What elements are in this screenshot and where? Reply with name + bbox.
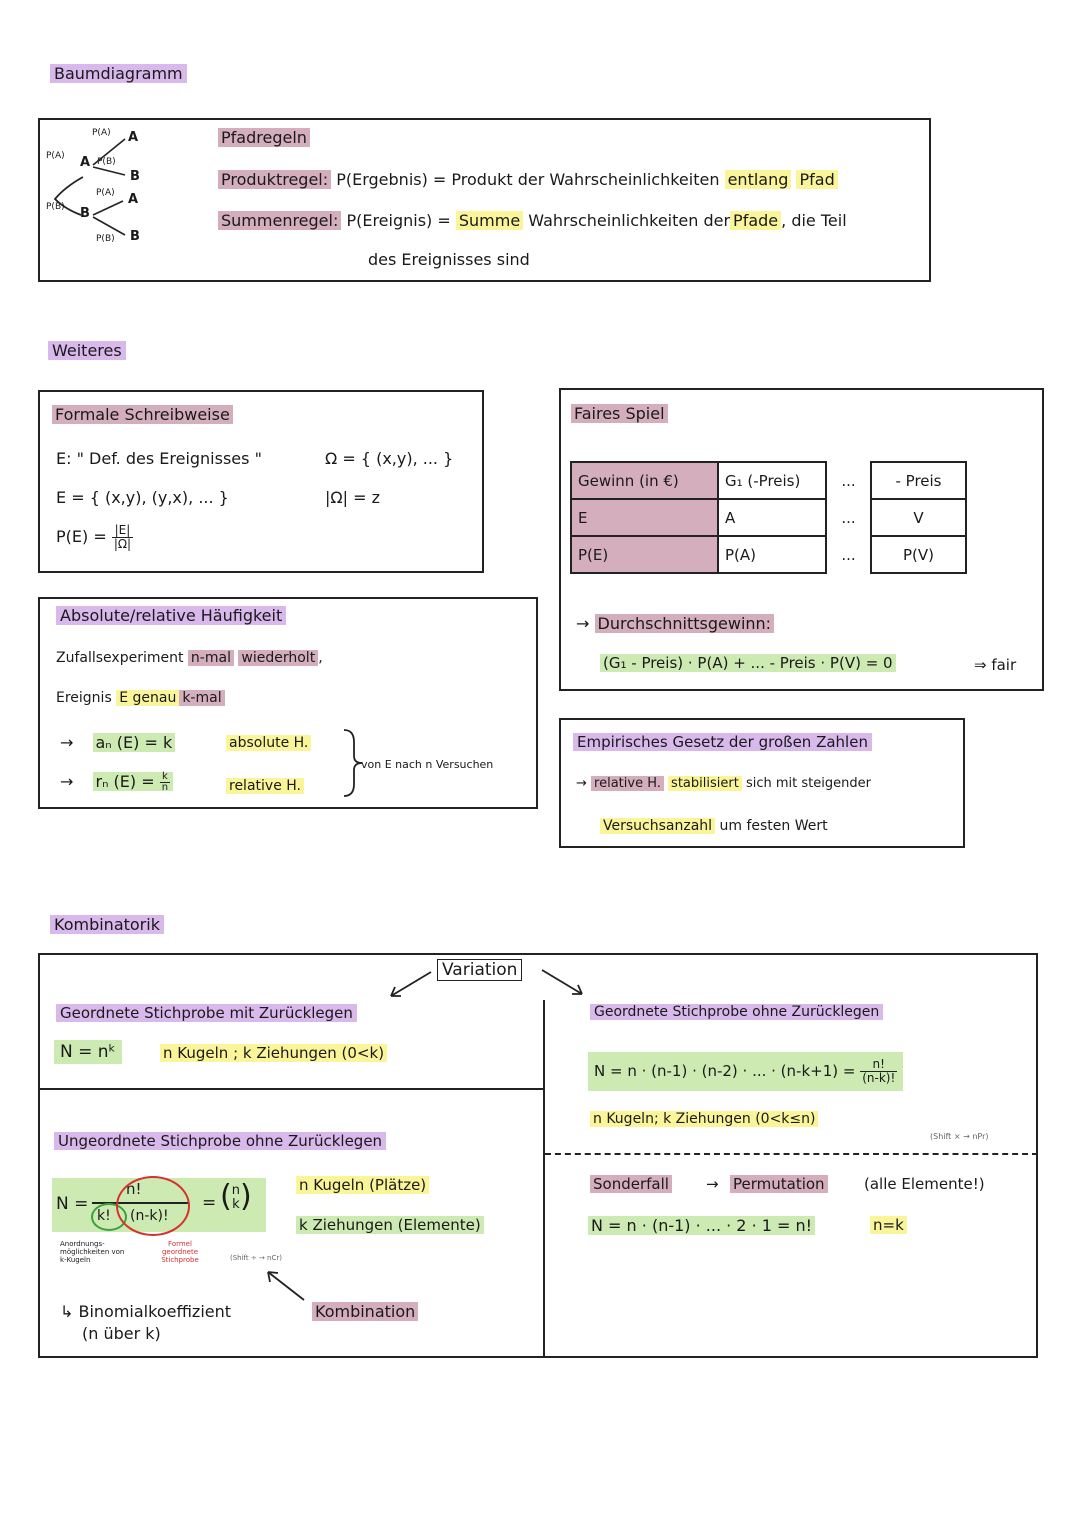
q3-note-red: Formel geordnete Stichprobe <box>161 1240 199 1264</box>
table-cell: Gewinn (in €) <box>571 462 718 499</box>
tree-node-b-b: B <box>130 229 140 244</box>
formale-line2: E = { (x,y), (y,x), ... } <box>56 488 229 507</box>
table-cell: P(E) <box>571 536 718 573</box>
table-row <box>571 462 966 499</box>
q3-shift-note: (Shift ÷ → nCr) <box>230 1254 282 1262</box>
formale-omega2: |Ω| = z <box>325 488 380 507</box>
q3-frac-den-b: (n-k)! <box>130 1208 169 1224</box>
q2-desc: n Kugeln; k Ziehungen (0<k≤n) <box>590 1111 818 1127</box>
produktregel-line: Produktregel: P(Ergebnis) = Produkt der Wahrscheinlichkeiten entlang Pfad <box>218 170 838 189</box>
q3-ziehungen: k Ziehungen (Elemente) <box>296 1216 484 1234</box>
gesetz-title: Empirisches Gesetz der großen Zahlen <box>573 733 872 751</box>
gesetz-line1: → relative H. stabilisiert sich mit steigender <box>576 776 871 791</box>
table-cell: - Preis <box>871 462 966 499</box>
variation-label: Variation <box>437 960 522 980</box>
horizontal-divider-right-dashed <box>545 1153 1038 1155</box>
haeufigkeit-line1: Zufallsexperiment n-mal wiederholt , <box>56 650 323 666</box>
gesetz-line2: Versuchsanzahl um festen Wert <box>600 818 828 834</box>
q1-desc: n Kugeln ; k Ziehungen (0<k) <box>160 1044 387 1062</box>
horizontal-divider-left <box>38 1088 544 1090</box>
q1-formula: N = nᵏ <box>54 1042 122 1062</box>
faires-spiel-title: Faires Spiel <box>571 404 668 423</box>
q3-note-green: Anordnungs-möglichkeiten von k-Kugeln <box>60 1240 125 1264</box>
tree-label-pb-b: P(B) <box>96 234 115 244</box>
relative-fraction: $\frac{k}{n}$ <box>161 771 169 793</box>
section-title-baumdiagramm: Baumdiagramm <box>50 64 187 83</box>
tree-node-b-mid: B <box>80 206 90 221</box>
table-cell: A <box>718 499 826 536</box>
gewinn-table <box>570 461 967 574</box>
tree-label-pa-b: P(A) <box>96 188 115 198</box>
q2-fraction: $\frac{n!}{(n-k)!}$ <box>862 1057 896 1085</box>
red-circle-icon <box>116 1176 190 1236</box>
binomialkoeffizient-read: (n über k) <box>82 1324 161 1343</box>
tree-diagram-lines <box>45 125 155 245</box>
tree-node-a-b: A <box>128 192 139 207</box>
arrow-kombination-icon <box>262 1268 308 1304</box>
formale-title: Formale Schreibweise <box>52 405 233 424</box>
q3-frac-den-a: k! <box>97 1208 111 1224</box>
table-cell: G₁ (-Preis) <box>718 462 826 499</box>
q4-alle: (alle Elemente!) <box>864 1175 985 1193</box>
pfadregeln-title: Pfadregeln <box>218 128 310 147</box>
q4-arrow: → <box>706 1175 719 1193</box>
tree-label-pb-root: P(B) <box>46 202 65 212</box>
arrow-right-icon <box>538 966 588 998</box>
relative-label: relative H. <box>226 778 304 794</box>
fair-label: ⇒ fair <box>974 656 1017 674</box>
table-cell: E <box>571 499 718 536</box>
summenregel-line: Summenregel: P(Ereignis) = Summe Wahrscheinlichkeiten der Pfade , die Teil <box>218 211 847 230</box>
kombination-label: Kombination <box>312 1302 418 1321</box>
tree-label-pa-root: P(A) <box>46 151 65 161</box>
q3-kugeln: n Kugeln (Plätze) <box>296 1176 429 1194</box>
formale-omega1: Ω = { (x,y), ... } <box>325 449 454 468</box>
tree-node-a-mid: A <box>80 155 91 170</box>
tree-node-a-top: A <box>128 130 139 145</box>
q3-frac-num: n! <box>126 1180 142 1198</box>
table-cell: P(A) <box>718 536 826 573</box>
absolute-label: absolute H. <box>226 735 311 751</box>
haeufigkeit-line2: Ereignis E genau k-mal <box>56 690 225 706</box>
vertical-divider <box>543 1000 545 1358</box>
q3-eq: = <box>202 1193 217 1213</box>
formale-line1: E: " Def. des Ereignisses " <box>56 449 262 468</box>
formale-fraction: $\frac{|E|}{|\Omega|}$ <box>113 523 132 551</box>
table-cell: ... <box>841 471 856 490</box>
durchschnitt-formula: (G₁ - Preis) · P(A) + ... - Preis · P(V) = 0 <box>600 654 896 672</box>
q2-title: Geordnete Stichprobe ohne Zurücklegen <box>590 1004 883 1020</box>
tree-label-pb-a: P(B) <box>97 157 116 167</box>
tree-node-b-a: B <box>130 169 140 184</box>
q2-shift-note: (Shift × → nPr) <box>930 1132 989 1141</box>
table-cell: P(V) <box>871 536 966 573</box>
q4-neqk: n=k <box>870 1216 907 1234</box>
tree-label-pa-top: P(A) <box>92 128 111 138</box>
table-row <box>571 536 966 573</box>
q3-n-eq: N = <box>56 1194 89 1214</box>
section-title-kombinatorik: Kombinatorik <box>50 915 164 934</box>
q1-title: Geordnete Stichprobe mit Zurücklegen <box>56 1004 357 1022</box>
binomialkoeffizient-label: ↳ Binomialkoeffizient <box>60 1302 232 1321</box>
absolute-row: → aₙ (E) = k <box>60 733 175 752</box>
table-cell: ... <box>841 545 856 564</box>
q3-binom: ( n k ) <box>220 1179 252 1214</box>
table-cell: V <box>871 499 966 536</box>
q3-title: Ungeordnete Stichprobe ohne Zurücklegen <box>54 1132 386 1150</box>
relative-row: → rₙ (E) = $\frac{k}{n}$ <box>60 772 173 793</box>
summenregel-line2: des Ereignisses sind <box>368 250 530 269</box>
table-row <box>571 499 966 536</box>
q4-sonderfall: Sonderfall <box>590 1175 672 1193</box>
q4-permutation: Permutation <box>730 1175 828 1193</box>
section-title-weiteres: Weiteres <box>48 341 126 360</box>
q2-formula: N = n · (n-1) · (n-2) · ... · (n-k+1) = $\frac{n!}{(n-k)!}$ <box>588 1052 903 1091</box>
durchschnitt-label: → Durchschnittsgewinn: <box>576 614 774 633</box>
brace-note: von E nach n Versuchen <box>361 758 494 771</box>
haeufigkeit-title: Absolute/relative Häufigkeit <box>56 606 286 625</box>
q4-formula: N = n · (n-1) · ... · 2 · 1 = n! <box>588 1216 815 1235</box>
arrow-left-icon <box>385 968 435 1000</box>
formale-line3: P(E) = $\frac{|E|}{|\Omega|}$ <box>56 523 132 551</box>
table-cell: ... <box>841 508 856 527</box>
